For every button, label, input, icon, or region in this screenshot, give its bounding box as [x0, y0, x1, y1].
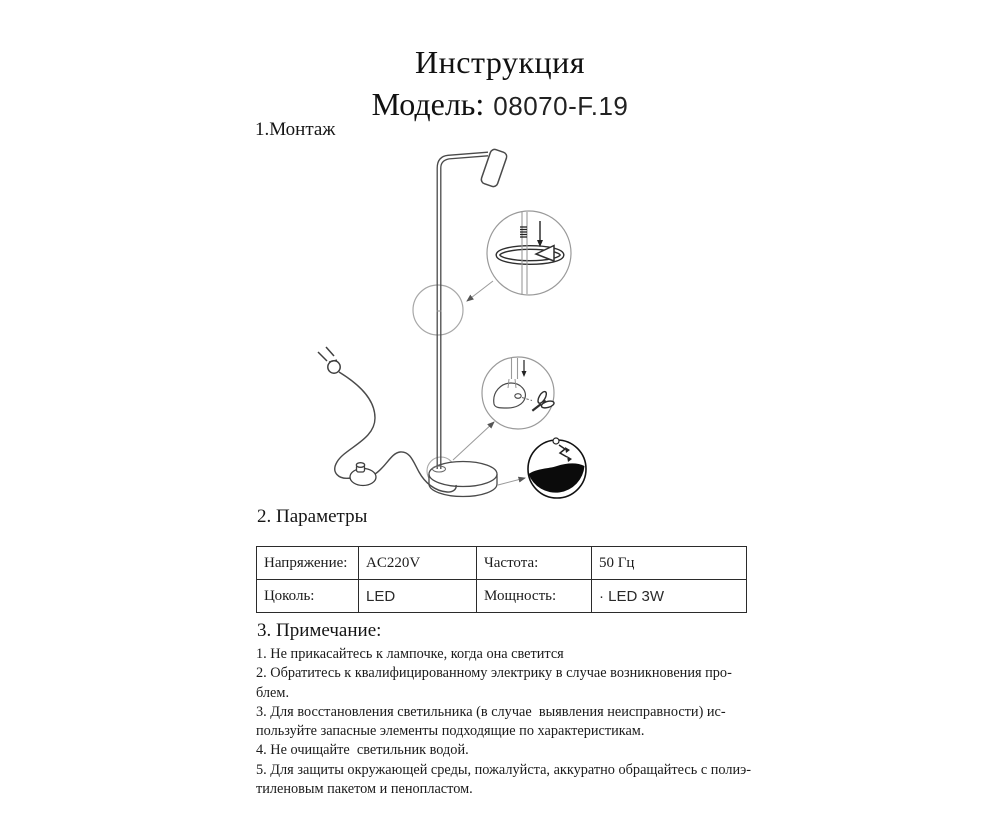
foot-switch [350, 463, 376, 486]
screw-hole [515, 394, 521, 399]
note-line: 1. Не прикасайтесь к лампочке, когда она светится [256, 646, 564, 662]
note-line: пользуйте запасные элементы подходящие по характеристикам. [256, 723, 645, 740]
table-cell-voltage-value: AC220V [359, 547, 477, 580]
table-cell-socket-label: Цоколь: [257, 580, 359, 613]
note-line: 4. Не очищайте светильник водой. [256, 742, 469, 759]
note-line: 3. Для восстановления светильника (в случае выявления неисправности) ис- [256, 703, 726, 720]
section-montage-heading: 1.Монтаж [255, 119, 336, 140]
page-title: Инструкция [415, 44, 585, 80]
section-params-heading: 2. Параметры [257, 506, 368, 527]
note-line: 2. Обратитесь к квалифицированному электрику в случае возникновения про- [256, 665, 732, 682]
table-cell-power-label: Мощность: [477, 580, 592, 613]
table-cell-socket-value: LED [359, 580, 477, 613]
note-line: 5. Для защиты окружающей среды, пожалуйста, аккуратно обращайтесь с полиэ- [256, 761, 752, 778]
model-number: 08070-F.19 [493, 91, 629, 121]
note-line: тиленовым пакетом и пенопластом. [256, 781, 473, 798]
base-underside-detail-circle [528, 438, 586, 498]
table-cell-power-value: · LED 3W [592, 580, 747, 613]
table-cell-frequency-value: 50 Гц [592, 547, 747, 580]
callout-arrow-to-underside-detail [498, 478, 525, 485]
lamp-head [480, 148, 508, 188]
table-cell-frequency-label: Частота: [477, 547, 592, 580]
pole-screw-detail-circle [487, 211, 571, 295]
pole-joint-highlight [413, 285, 463, 335]
note-line: блем. [256, 684, 290, 701]
power-plug [318, 347, 340, 373]
lamp-pole [433, 152, 489, 472]
callout-arrow-to-pole-joint [467, 281, 493, 301]
table-cell-voltage-label: Напряжение: [257, 547, 359, 580]
section-notes-heading: 3. Примечание: [257, 620, 382, 641]
base-mount-detail-circle [482, 357, 557, 429]
lamp-base [429, 462, 497, 497]
model-label: Модель: [371, 86, 485, 122]
callout-arrow-to-base-detail [453, 422, 494, 460]
